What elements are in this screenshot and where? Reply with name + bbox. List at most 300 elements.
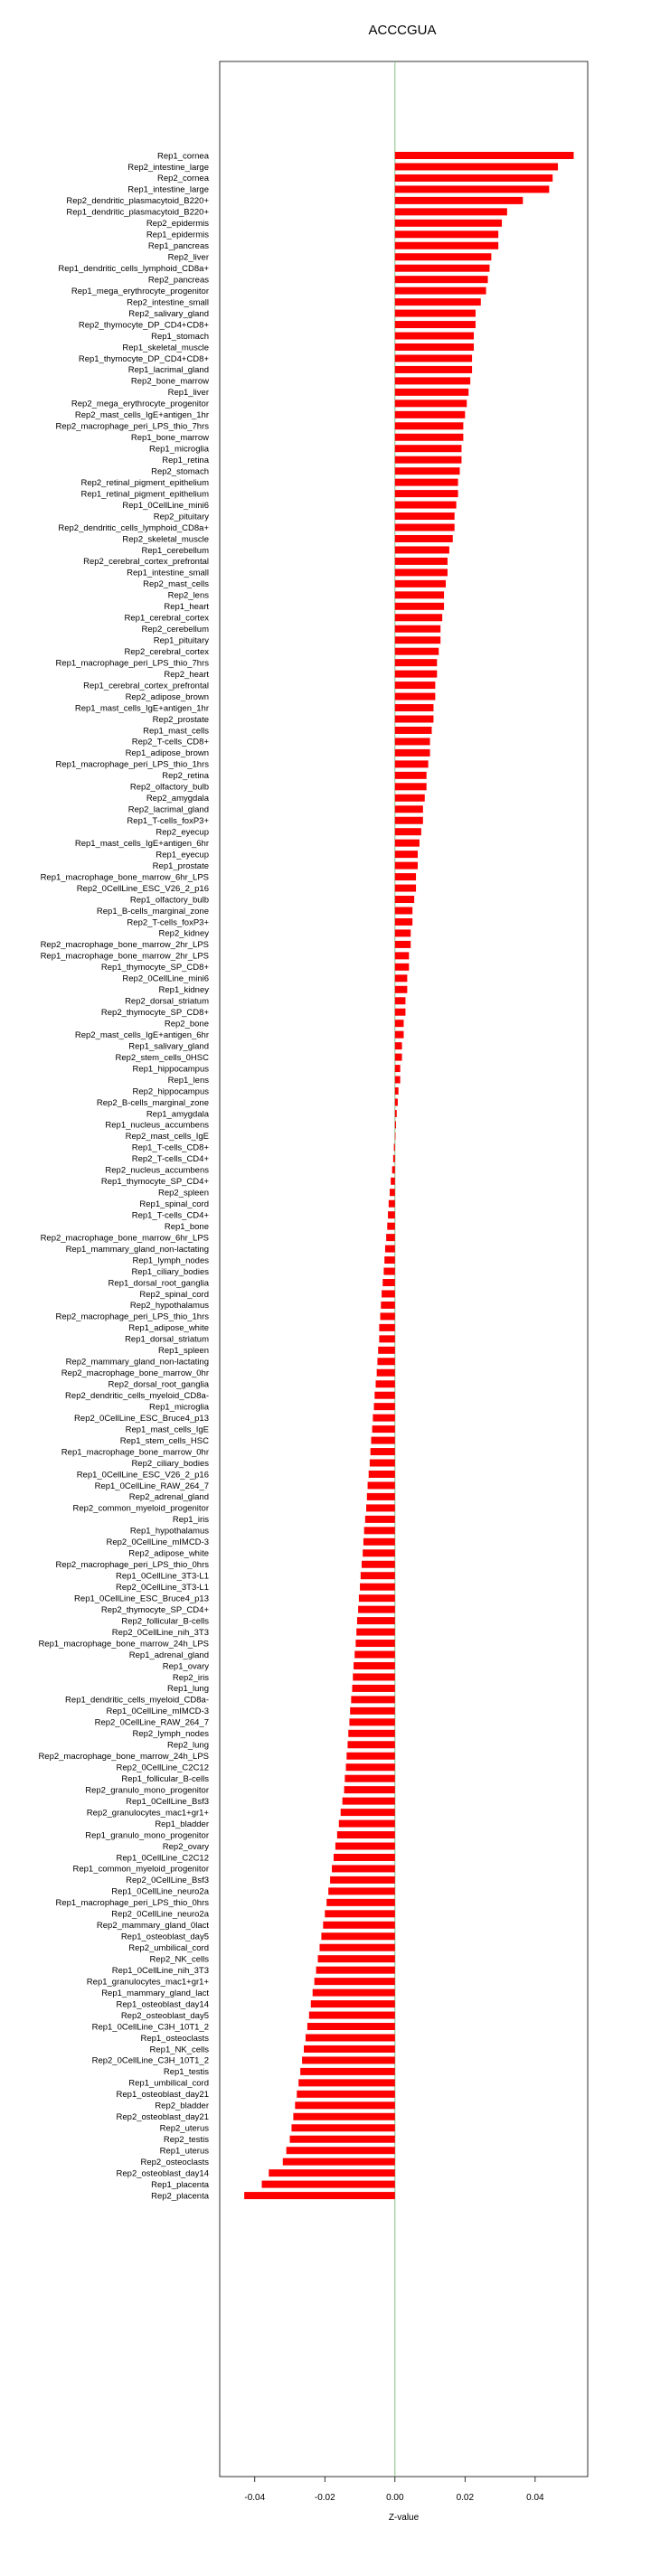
category-label: Rep1_dorsal_root_ganglia xyxy=(108,1278,209,1289)
bar xyxy=(355,1640,394,1647)
bar xyxy=(368,1481,395,1489)
bar xyxy=(395,941,410,948)
bar xyxy=(307,2023,395,2030)
bar xyxy=(374,1403,395,1410)
category-label: Rep1_granulocytes_mac1+gr1+ xyxy=(86,1977,209,1988)
category-label: Rep2_0CellLine_nih_3T3 xyxy=(111,1627,209,1638)
bar xyxy=(375,1380,394,1387)
category-label: Rep1_lymph_nodes xyxy=(132,1255,209,1266)
category-label: Rep1_common_myeloid_progenitor xyxy=(72,1864,209,1875)
category-label: Rep2_cerebral_cortex xyxy=(124,646,209,657)
bar xyxy=(395,659,438,666)
bar xyxy=(395,434,464,441)
category-label: Rep1_cerebellum xyxy=(141,545,209,556)
category-label: Rep2_intestine_large xyxy=(127,162,209,173)
category-label: Rep2_thymocyte_SP_CD8+ xyxy=(100,1008,209,1019)
category-label: Rep2_0CellLine_ESC_Bruce4_p13 xyxy=(74,1413,209,1424)
category-label: Rep1_dendritic_cells_myeloid_CD8a- xyxy=(65,1695,209,1706)
category-label: Rep1_0CellLine_C3H_10T1_2 xyxy=(91,2022,209,2033)
category-label: Rep2_kidney xyxy=(158,928,209,939)
category-label: Rep1_dendritic_plasmacytoid_B220+ xyxy=(66,207,209,218)
category-label: Rep1_dorsal_striatum xyxy=(125,1334,209,1345)
bar xyxy=(395,1098,398,1105)
category-label: Rep1_0CellLine_nih_3T3 xyxy=(111,1965,209,1976)
bar xyxy=(391,1178,395,1185)
category-label: Rep1_cerebral_cortex xyxy=(124,613,209,624)
chart-title: ACCCGUA xyxy=(368,23,437,38)
bar xyxy=(395,456,462,464)
bar xyxy=(363,1538,395,1546)
category-label: Rep1_0CellLine_3T3-L1 xyxy=(116,1571,209,1582)
category-label: Rep2_0CellLine_C3H_10T1_2 xyxy=(91,2055,209,2066)
bar xyxy=(395,1020,404,1027)
category-label: Rep2_macrophage_peri_LPS_thio_7hrs xyxy=(55,421,209,432)
bar xyxy=(395,1054,402,1061)
bar xyxy=(330,1876,395,1884)
category-label: Rep1_spleen xyxy=(158,1346,209,1357)
bar xyxy=(339,1820,395,1828)
category-label: Rep1_pancreas xyxy=(147,241,209,252)
bar xyxy=(395,321,476,328)
bar xyxy=(369,1471,395,1478)
bar xyxy=(350,1707,395,1715)
bar xyxy=(315,1978,395,1985)
category-label: Rep1_thymocyte_DP_CD4+CD8+ xyxy=(78,353,209,364)
bar xyxy=(395,298,481,306)
bar xyxy=(383,1268,394,1275)
category-label: Rep1_adipose_brown xyxy=(125,748,209,759)
category-label: Rep1_thymocyte_SP_CD8+ xyxy=(100,963,209,973)
x-tick-label: -0.04 xyxy=(244,2493,266,2503)
category-label: Rep2_retina xyxy=(162,771,209,782)
bar xyxy=(395,366,472,373)
category-label: Rep2_cerebellum xyxy=(141,625,209,635)
category-label: Rep1_cornea xyxy=(156,151,209,162)
category-label: Rep1_T-cells_CD4+ xyxy=(131,1210,209,1221)
category-label: Rep1_nucleus_accumbens xyxy=(105,1120,209,1131)
category-label: Rep1_intestine_large xyxy=(127,184,209,195)
category-label: Rep1_amygdala xyxy=(146,1109,209,1120)
category-label: Rep2_umbilical_cord xyxy=(128,1943,209,1954)
category-label: Rep2_dendritic_cells_myeloid_CD8a- xyxy=(65,1391,209,1401)
bar xyxy=(359,1594,395,1602)
category-label: Rep1_mega_erythrocyte_progenitor xyxy=(71,286,209,296)
bar xyxy=(395,377,470,384)
bar xyxy=(360,1584,395,1591)
category-label: Rep2_dorsal_root_ganglia xyxy=(108,1379,209,1390)
category-label: Rep2_salivary_gland xyxy=(128,308,209,319)
category-label: Rep2_adipose_brown xyxy=(125,691,209,702)
category-label: Rep1_lacrimal_gland xyxy=(127,365,209,376)
bar xyxy=(395,490,458,497)
bar xyxy=(325,1910,395,1917)
category-label: Rep2_thymocyte_DP_CD4+CD8+ xyxy=(78,320,209,331)
category-label: Rep2_mast_cells_IgE xyxy=(125,1132,209,1142)
bar xyxy=(395,716,434,723)
category-label: Rep2_adrenal_gland xyxy=(128,1492,209,1503)
bar xyxy=(395,333,474,340)
category-label: Rep1_mammary_gland_lact xyxy=(101,1988,209,1998)
bar xyxy=(395,343,474,351)
bar xyxy=(395,253,492,260)
category-label: Rep2_0CellLine_mini6 xyxy=(122,973,209,984)
bar xyxy=(309,2012,395,2019)
x-tick-label: 0.04 xyxy=(526,2493,544,2503)
bar xyxy=(363,1549,395,1556)
category-label: Rep2_hippocampus xyxy=(132,1086,209,1097)
category-label: Rep2_skeletal_muscle xyxy=(122,534,209,545)
category-label: Rep2_nucleus_accumbens xyxy=(105,1165,209,1176)
category-label: Rep2_lacrimal_gland xyxy=(127,804,209,815)
category-label: Rep2_ovary xyxy=(162,1841,209,1852)
bar xyxy=(395,1121,396,1128)
category-label: Rep1_bladder xyxy=(155,1819,209,1829)
bar xyxy=(388,1211,395,1218)
x-axis-label: Z-value xyxy=(388,2513,420,2523)
bar xyxy=(353,1673,395,1680)
bar xyxy=(367,1493,395,1500)
category-label: Rep1_macrophage_peri_LPS_thio_0hrs xyxy=(55,1898,209,1909)
bar xyxy=(311,2000,395,2007)
bars-group xyxy=(244,152,573,2199)
bar xyxy=(395,445,462,452)
bar xyxy=(395,873,416,880)
bar xyxy=(357,1617,395,1624)
bar xyxy=(244,2192,395,2199)
bar xyxy=(395,828,421,835)
category-label: Rep1_olfactory_bulb xyxy=(129,895,209,906)
category-label: Rep1_0CellLine_C2C12 xyxy=(116,1853,209,1864)
category-label: Rep2_uterus xyxy=(159,2123,209,2134)
bar xyxy=(378,1347,395,1354)
bar xyxy=(395,152,574,159)
bar xyxy=(395,174,552,182)
category-label: Rep1_macrophage_peri_LPS_thio_7hrs xyxy=(55,658,209,669)
category-label: Rep1_cerebral_cortex_prefrontal xyxy=(83,681,209,691)
category-label: Rep1_stem_cells_HSC xyxy=(119,1435,209,1446)
bar xyxy=(395,671,438,678)
bar xyxy=(319,1944,394,1951)
category-label: Rep1_macrophage_bone_marrow_2hr_LPS xyxy=(40,951,209,962)
bar xyxy=(374,1392,394,1399)
bar xyxy=(373,1425,395,1433)
bar xyxy=(316,1967,395,1974)
category-label: Rep1_macrophage_bone_marrow_0hr xyxy=(61,1447,209,1458)
category-label: Rep2_stem_cells_0HSC xyxy=(115,1052,209,1063)
category-label: Rep2_T-cells_CD8+ xyxy=(131,737,209,747)
bar xyxy=(395,546,449,553)
category-label: Rep2_placenta xyxy=(151,2191,209,2202)
bar xyxy=(395,1133,396,1140)
category-label: Rep1_bone xyxy=(164,1221,209,1232)
bar xyxy=(323,1922,394,1929)
category-label: Rep1_osteoblast_day5 xyxy=(120,1932,209,1942)
category-label: Rep1_skeletal_muscle xyxy=(122,343,209,353)
bar xyxy=(395,704,434,711)
category-label: Rep2_macrophage_bone_marrow_0hr xyxy=(61,1368,209,1379)
bar xyxy=(395,276,488,283)
category-label: Rep1_0CellLine_RAW_264_7 xyxy=(94,1481,209,1491)
bar xyxy=(395,974,408,982)
bar xyxy=(395,760,429,767)
category-label: Rep1_hypothalamus xyxy=(129,1526,209,1537)
category-label: Rep1_pituitary xyxy=(153,635,209,646)
category-label: Rep2_follicular_B-cells xyxy=(121,1616,209,1627)
category-label: Rep1_B-cells_marginal_zone xyxy=(96,906,209,917)
bar xyxy=(395,197,523,204)
category-label: Rep2_cerebral_cortex_prefrontal xyxy=(83,557,209,568)
category-label: Rep2_NK_cells xyxy=(149,1954,209,1965)
category-label: Rep1_dendritic_cells_lymphoid_CD8a+ xyxy=(58,264,209,274)
category-label: Rep2_bladder xyxy=(155,2101,209,2111)
category-label: Rep2_0CellLine_neuro2a xyxy=(111,1909,209,1920)
category-label: Rep1_0CellLine_ESC_Bruce4_p13 xyxy=(74,1594,209,1604)
bar xyxy=(395,682,436,689)
bar xyxy=(395,851,418,858)
bar xyxy=(395,1042,402,1049)
bar xyxy=(354,1662,395,1669)
category-label: Rep2_ciliary_bodies xyxy=(131,1458,209,1469)
bar xyxy=(337,1831,395,1838)
category-label: Rep1_T-cells_foxP3+ xyxy=(127,816,209,827)
bar xyxy=(348,1730,395,1737)
category-label: Rep2_B-cells_marginal_zone xyxy=(96,1097,209,1108)
category-label: Rep2_mega_erythrocyte_progenitor xyxy=(71,399,209,409)
bar xyxy=(346,1753,394,1760)
category-label: Rep2_T-cells_CD4+ xyxy=(131,1154,209,1165)
category-label: Rep2_heart xyxy=(164,669,209,680)
category-label: Rep2_lymph_nodes xyxy=(132,1729,209,1740)
bar xyxy=(395,1065,401,1072)
category-label: Rep1_macrophage_bone_marrow_6hr_LPS xyxy=(40,872,209,883)
category-label: Rep1_osteoblast_day21 xyxy=(116,2090,209,2101)
category-label: Rep2_dendritic_plasmacytoid_B220+ xyxy=(66,196,209,207)
category-label: Rep1_thymocyte_SP_CD4+ xyxy=(100,1177,209,1188)
category-label: Rep1_salivary_gland xyxy=(128,1041,209,1052)
category-label: Rep2_osteoblast_day14 xyxy=(116,2168,209,2179)
bar xyxy=(344,1786,395,1793)
bar xyxy=(395,354,472,362)
bar xyxy=(395,535,453,542)
bar xyxy=(395,502,457,509)
bar xyxy=(395,738,430,745)
bar xyxy=(379,1335,394,1342)
category-label: Rep2_T-cells_foxP3+ xyxy=(127,917,209,928)
bar xyxy=(395,569,448,576)
category-label: Rep1_lens xyxy=(167,1075,209,1086)
category-label: Rep2_macrophage_bone_marrow_2hr_LPS xyxy=(40,940,209,951)
bar xyxy=(300,2068,395,2075)
category-label: Rep2_common_myeloid_progenitor xyxy=(72,1503,209,1514)
category-label: Rep1_osteoblast_day14 xyxy=(116,1999,209,2010)
bar xyxy=(344,1775,394,1782)
category-label: Rep1_ciliary_bodies xyxy=(131,1266,209,1277)
bar xyxy=(358,1606,395,1613)
category-label: Rep1_lung xyxy=(167,1684,209,1695)
category-label: Rep1_retina xyxy=(162,455,209,465)
category-label: Rep1_0CellLine_Bsf3 xyxy=(126,1796,209,1807)
category-label: Rep1_mast_cells_IgE+antigen_1hr xyxy=(74,703,209,714)
bar xyxy=(354,1651,395,1659)
bar xyxy=(328,1887,395,1894)
bar xyxy=(395,1031,404,1039)
bar xyxy=(377,1358,394,1365)
bar xyxy=(395,512,455,520)
bar xyxy=(298,2079,395,2086)
bar xyxy=(395,422,464,429)
bar xyxy=(395,467,460,475)
x-tick-label: 0.02 xyxy=(456,2493,475,2503)
bar xyxy=(395,794,425,802)
bar xyxy=(395,964,410,971)
bar xyxy=(370,1460,395,1467)
bar xyxy=(395,1087,399,1095)
bar xyxy=(361,1572,395,1579)
bar xyxy=(395,862,418,870)
category-label: Rep1_0CellLine_mini6 xyxy=(122,500,209,511)
category-label: Rep1_adrenal_gland xyxy=(128,1650,209,1660)
bar xyxy=(395,929,410,936)
bar xyxy=(395,479,458,486)
bar xyxy=(395,636,440,644)
category-label: Rep2_bone_marrow xyxy=(130,376,209,387)
category-label: Rep2_intestine_small xyxy=(127,297,209,308)
category-label: Rep2_macrophage_bone_marrow_6hr_LPS xyxy=(40,1233,209,1244)
category-label: Rep1_iris xyxy=(172,1515,209,1526)
x-axis xyxy=(244,2477,544,2503)
bar xyxy=(362,1561,395,1568)
category-label: Rep2_macrophage_peri_LPS_thio_0hrs xyxy=(55,1560,209,1571)
category-label: Rep2_0CellLine_3T3-L1 xyxy=(116,1582,209,1593)
category-label: Rep1_epidermis xyxy=(146,230,209,240)
bar xyxy=(381,1312,395,1320)
category-label: Rep2_mammary_gland_non-lactating xyxy=(65,1357,209,1368)
bar xyxy=(395,907,412,914)
bar xyxy=(395,1009,406,1016)
category-label: Rep2_mast_cells xyxy=(143,579,209,590)
bar xyxy=(395,918,412,926)
bar xyxy=(395,625,440,633)
bar xyxy=(386,1234,395,1241)
bar xyxy=(395,310,476,317)
bar xyxy=(395,805,423,813)
category-label: Rep1_microglia xyxy=(148,1402,209,1413)
bar xyxy=(304,2045,395,2053)
category-labels xyxy=(38,151,209,2201)
category-label: Rep1_uterus xyxy=(159,2146,209,2157)
bar xyxy=(347,1741,394,1748)
bar xyxy=(395,208,507,215)
bar xyxy=(287,2147,395,2154)
category-label: Rep2_olfactory_bulb xyxy=(129,782,209,793)
category-label: Rep2_testis xyxy=(163,2135,209,2146)
category-label: Rep2_prostate xyxy=(152,714,209,725)
bar xyxy=(366,1504,395,1511)
bar xyxy=(295,2101,394,2109)
category-label: Rep2_stomach xyxy=(151,466,209,477)
category-label: Rep1_spinal_cord xyxy=(139,1199,209,1210)
category-label: Rep2_amygdala xyxy=(146,794,209,804)
bar xyxy=(395,817,423,824)
bar xyxy=(364,1527,395,1534)
bar xyxy=(393,1155,395,1162)
category-label: Rep1_osteoclasts xyxy=(140,2033,209,2044)
bar xyxy=(293,2113,394,2120)
bar xyxy=(395,840,420,847)
bar xyxy=(395,389,468,396)
bar xyxy=(395,400,467,407)
bar xyxy=(349,1718,394,1725)
bar xyxy=(371,1437,394,1444)
category-label: Rep1_hippocampus xyxy=(132,1064,209,1075)
bar xyxy=(395,614,442,621)
category-label: Rep2_0CellLine_RAW_264_7 xyxy=(94,1717,209,1728)
category-label: Rep2_0CellLine_Bsf3 xyxy=(126,1876,209,1886)
bar xyxy=(395,896,414,903)
category-label: Rep2_dorsal_striatum xyxy=(125,996,209,1007)
bar xyxy=(321,1932,394,1940)
category-label: Rep1_eyecup xyxy=(156,850,209,860)
category-label: Rep2_0CellLine_C2C12 xyxy=(116,1763,209,1773)
category-label: Rep2_mast_cells_IgE+antigen_1hr xyxy=(74,410,209,421)
bar xyxy=(371,1448,395,1455)
category-label: Rep1_retinal_pigment_epithelium xyxy=(80,489,209,500)
bar xyxy=(395,1076,401,1084)
bar xyxy=(306,2034,395,2041)
category-label: Rep1_macrophage_bone_marrow_24h_LPS xyxy=(38,1639,209,1650)
bar xyxy=(262,2181,395,2188)
category-label: Rep1_kidney xyxy=(158,985,209,996)
bar xyxy=(395,952,410,959)
category-label: Rep1_mast_cells_IgE xyxy=(125,1424,209,1435)
category-label: Rep2_granulo_mono_progenitor xyxy=(85,1785,209,1796)
category-label: Rep2_eyecup xyxy=(156,827,209,838)
bar xyxy=(373,1415,394,1422)
bar xyxy=(302,2056,395,2064)
category-label: Rep1_testis xyxy=(163,2067,209,2078)
bar xyxy=(385,1246,395,1253)
category-label: Rep2_0CellLine_mIMCD-3 xyxy=(106,1537,209,1548)
bar xyxy=(395,163,558,170)
bar xyxy=(332,1865,395,1872)
category-label: Rep2_spinal_cord xyxy=(139,1289,209,1300)
category-label: Rep1_mammary_gland_non-lactating xyxy=(65,1244,209,1255)
category-label: Rep2_mammary_gland_0lact xyxy=(96,1921,209,1932)
category-label: Rep1_ovary xyxy=(162,1661,209,1672)
category-label: Rep1_microglia xyxy=(148,444,209,455)
bar xyxy=(335,1843,395,1850)
category-label: Rep2_granulocytes_mac1+gr1+ xyxy=(86,1808,209,1819)
bar xyxy=(392,1166,395,1173)
category-label: Rep2_pancreas xyxy=(147,275,209,286)
category-label: Rep1_0CellLine_neuro2a xyxy=(111,1886,209,1897)
bar xyxy=(395,591,444,598)
category-label: Rep1_follicular_B-cells xyxy=(121,1773,209,1784)
bar xyxy=(343,1798,395,1805)
category-label: Rep2_osteoblast_day21 xyxy=(116,2112,209,2123)
category-label: Rep1_mast_cells_IgE+antigen_6hr xyxy=(74,838,209,849)
category-label: Rep1_T-cells_CD8+ xyxy=(131,1142,209,1153)
bar xyxy=(318,1955,395,1962)
bar xyxy=(394,1143,395,1151)
bar xyxy=(395,986,408,993)
bar xyxy=(351,1696,394,1703)
bar xyxy=(283,2158,395,2166)
category-label: Rep1_intestine_small xyxy=(127,568,209,578)
category-label: Rep2_macrophage_peri_LPS_thio_1hrs xyxy=(55,1312,209,1322)
bar xyxy=(297,2091,395,2098)
category-label: Rep1_mast_cells xyxy=(143,726,209,737)
